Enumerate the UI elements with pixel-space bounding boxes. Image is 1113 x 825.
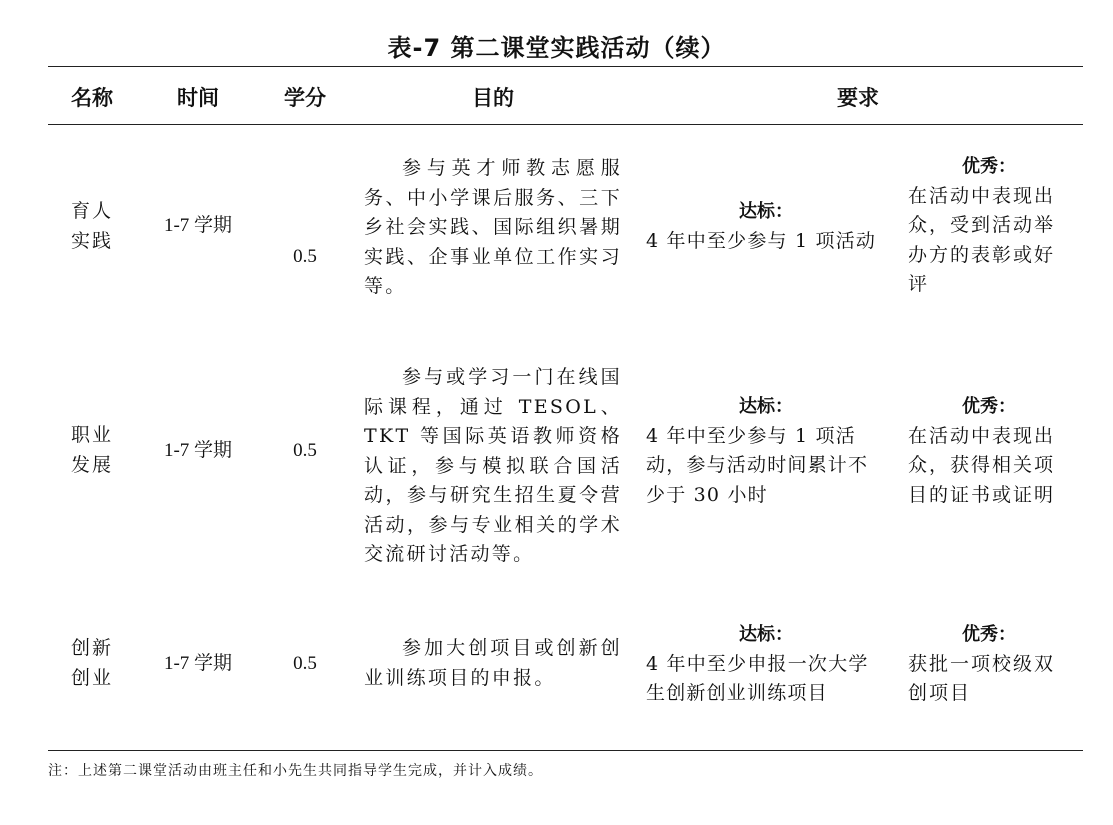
excellent-label: 优秀： <box>962 156 1016 177</box>
table-footnote: 注：上述第二课堂活动由班主任和小先生共同指导学生完成，并计入成绩。 <box>48 763 543 779</box>
bottom-rule <box>48 750 1083 751</box>
header-credit: 学分 <box>284 86 326 110</box>
activity-credit: 0.5 <box>293 653 317 674</box>
time-unit: 学期 <box>194 652 233 674</box>
activity-name-line: 创业 <box>70 666 113 689</box>
activity-name <box>60 634 124 693</box>
excellent-text: 在活动中表现出众，受到活动举办方的表彰或好评 <box>908 184 1056 295</box>
excellent-requirement <box>908 392 1070 510</box>
time-unit: 学期 <box>194 214 233 236</box>
pass-label: 达标： <box>739 624 793 645</box>
activity-name-line: 创新 <box>70 637 113 659</box>
header-name: 名称 <box>71 86 113 110</box>
time-range: 1-7 <box>163 440 190 461</box>
activity-time <box>148 211 248 241</box>
excellent-text: 获批一项校级双创项目 <box>908 652 1056 704</box>
pass-requirement <box>646 620 886 709</box>
pass-text: 4 年中至少参与 1 项活动，参与活动时间累计不少于 30 小时 <box>646 424 869 506</box>
pass-requirement <box>646 197 886 256</box>
activity-credit: 0.5 <box>293 440 317 461</box>
activity-name-line: 育人 <box>70 200 113 222</box>
pass-label: 达标： <box>739 201 793 222</box>
activity-purpose: 参与或学习一门在线国际课程，通过 TESOL、TKT 等国际英语教师资格认证，参与模拟联合国活动，参与研究生招生夏令营活动，参与专业相关的学术交流研讨活动等。 <box>364 366 622 565</box>
excellent-requirement <box>908 620 1070 709</box>
activity-purpose: 参加大创项目或创新创业训练项目的申报。 <box>364 637 622 689</box>
pass-text: 4 年中至少参与 1 项活动 <box>646 229 877 252</box>
top-rule <box>48 66 1083 67</box>
excellent-requirement <box>908 152 1070 300</box>
activity-name-line: 职业 <box>70 424 113 446</box>
time-range: 1-7 <box>163 653 190 674</box>
header-purpose: 目的 <box>472 86 514 110</box>
excellent-text: 在活动中表现出众，获得相关项目的证书或证明 <box>908 424 1056 506</box>
excellent-label: 优秀： <box>962 396 1016 417</box>
time-range: 1-7 <box>163 215 190 236</box>
header-requirement: 要求 <box>837 86 879 110</box>
activity-name <box>60 421 124 480</box>
activity-time <box>148 649 248 679</box>
pass-text: 4 年中至少申报一次大学生创新创业训练项目 <box>646 652 869 704</box>
activity-purpose: 参与英才师教志愿服务、中小学课后服务、三下乡社会实践、国际组织暑期实践、企事业单位工作实习等。 <box>364 157 622 297</box>
time-unit: 学期 <box>194 439 233 461</box>
header-rule <box>48 124 1083 125</box>
excellent-label: 优秀： <box>962 624 1016 645</box>
activity-name <box>60 197 124 256</box>
pass-label: 达标： <box>739 396 793 417</box>
activity-credit: 0.5 <box>293 246 317 267</box>
activity-time <box>148 436 248 466</box>
table-title: 表-7 第二课堂实践活动（续） <box>387 34 726 62</box>
header-time: 时间 <box>177 86 219 110</box>
pass-requirement <box>646 392 886 510</box>
activity-name-line: 发展 <box>70 453 113 476</box>
activity-name-line: 实践 <box>70 229 113 252</box>
